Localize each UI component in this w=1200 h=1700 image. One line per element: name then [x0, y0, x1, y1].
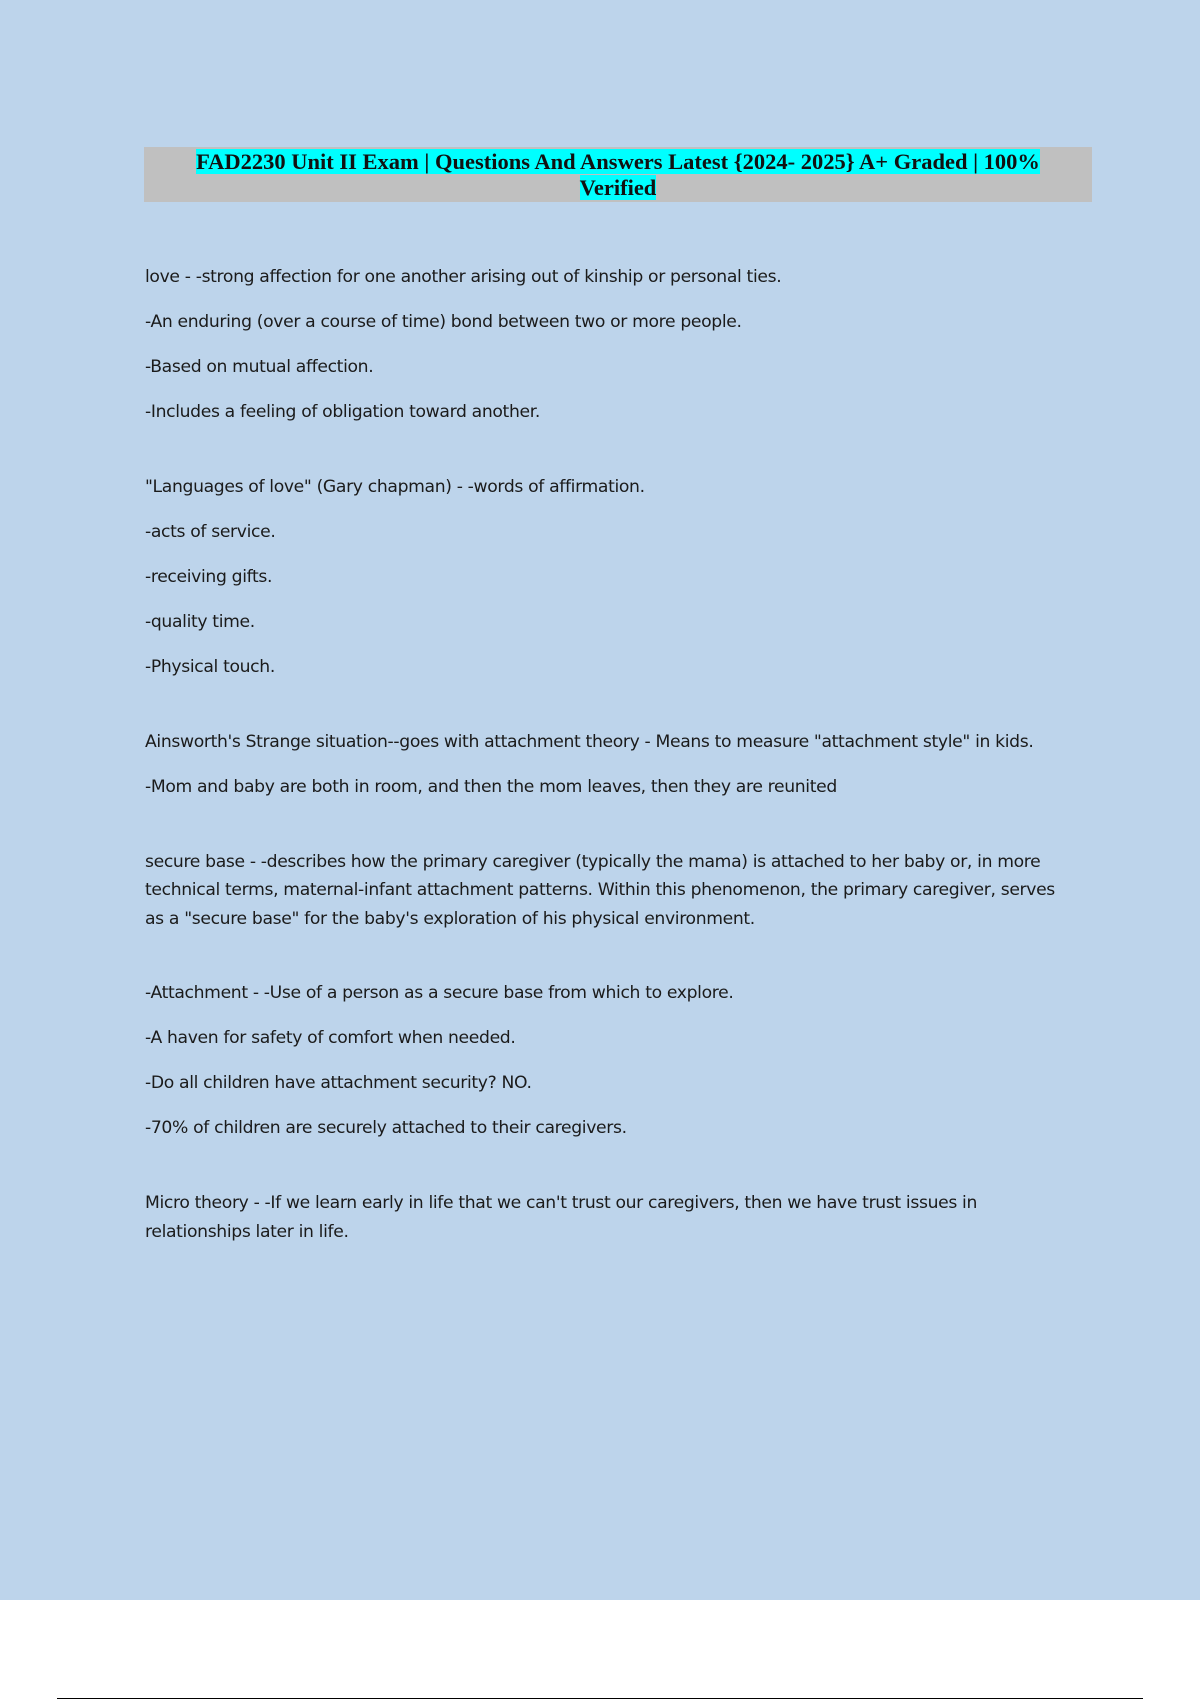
title-line-1: FAD2230 Unit II Exam | Questions And Answers Latest {2024- 2025} A+ Graded | 100% [196, 149, 1040, 174]
section-micro-theory [145, 1189, 1075, 1246]
list-item: -Based on mutual affection. [145, 357, 374, 377]
list-item: -receiving gifts. [145, 567, 273, 587]
secure-base-definition: secure base - -describes how the primary caregiver (typically the mama) is attached to her baby or, in more technical terms, maternal-infant attachment patterns. Within this phenomenon, the primary caregiver, serves as a "secure base" for the baby's exploration of his physical environment. [145, 851, 1055, 929]
section-languages-of-love [145, 473, 1075, 682]
footer-divider [57, 1698, 1143, 1699]
languages-of-love-definition: "Languages of love" (Gary chapman) - -words of affirmation. [145, 477, 645, 497]
micro-theory-definition: Micro theory - -If we learn early in life that we can't trust our caregivers, then we have trust issues in relationships later in life. [145, 1193, 978, 1242]
list-item: -Physical touch. [145, 657, 275, 677]
document-body [145, 263, 1075, 1292]
title-line-2: Verified [579, 175, 657, 200]
section-love [145, 263, 1075, 427]
list-item: -Mom and baby are both in room, and then the mom leaves, then they are reunited [145, 776, 837, 797]
list-item: -A haven for safety of comfort when needed. [145, 1028, 516, 1048]
list-item: -An enduring (over a course of time) bond between two or more people. [145, 312, 742, 332]
section-attachment [145, 979, 1075, 1143]
ainsworth-definition: Ainsworth's Strange situation--goes with attachment theory - Means to measure "attachment style" in kids. [145, 732, 1034, 752]
section-secure-base [145, 848, 1075, 934]
list-item: -quality time. [145, 612, 255, 632]
list-item: -Do all children have attachment security? NO. [145, 1073, 532, 1093]
section-ainsworth [145, 728, 1075, 802]
love-definition: love - -strong affection for one another arising out of kinship or personal ties. [145, 267, 782, 287]
list-item: -Includes a feeling of obligation toward another. [145, 402, 540, 422]
document-title [144, 147, 1092, 202]
list-item: -acts of service. [145, 522, 276, 542]
attachment-definition: -Attachment - -Use of a person as a secure base from which to explore. [145, 983, 734, 1003]
list-item: -70% of children are securely attached to their caregivers. [145, 1118, 627, 1138]
